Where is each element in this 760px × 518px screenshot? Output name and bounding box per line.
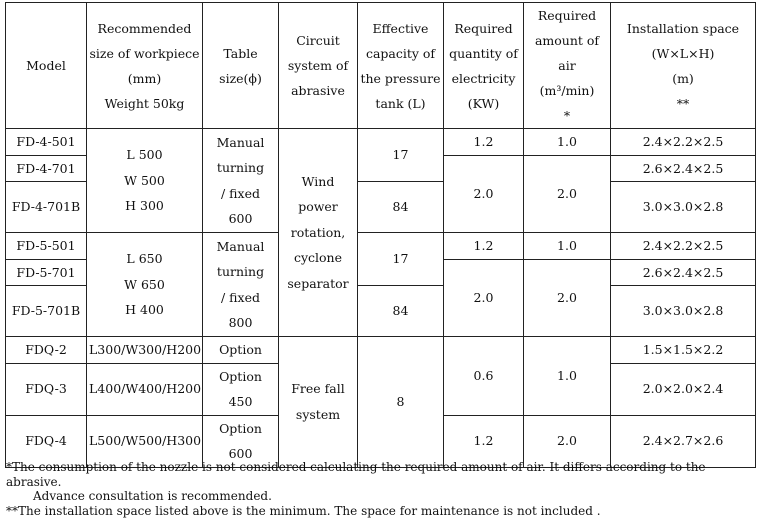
workpiece-cell: L 650 W 650 H 400	[87, 233, 203, 337]
air-cell: 2.0	[524, 259, 611, 337]
header-workpiece: Recommended size of workpiece (mm) Weight 50kg	[87, 3, 203, 129]
air-cell: 1.0	[524, 129, 611, 156]
header-table-size: Table size(ϕ)	[203, 3, 279, 129]
model-cell: FD-4-701B	[6, 182, 87, 233]
model-cell: FD-4-701	[6, 155, 87, 182]
model-cell: FD-4-501	[6, 129, 87, 156]
model-cell: FDQ-3	[6, 363, 87, 415]
install-cell: 1.5×1.5×2.2	[611, 337, 756, 364]
table-row	[6, 233, 756, 260]
workpiece-cell: L300/W300/H200	[87, 337, 203, 364]
air-cell: 1.0	[524, 233, 611, 260]
header-model: Model	[6, 3, 87, 129]
header-capacity: Effective capacity of the pressure tank (L)	[358, 3, 444, 129]
capacity-cell: 17	[358, 233, 444, 286]
electricity-cell: 1.2	[444, 233, 524, 260]
capacity-cell: 17	[358, 129, 444, 182]
footnote-air: *The consumption of the nozzle is not considered calculating the required amount of air. It differs according to the abrasive.	[6, 460, 756, 489]
spec-table	[5, 2, 756, 468]
install-cell: 2.4×2.2×2.5	[611, 233, 756, 260]
capacity-cell: 8	[358, 337, 444, 468]
model-cell: FDQ-4	[6, 415, 87, 467]
table-size-cell: Manual turning / fixed 800	[203, 233, 279, 337]
install-cell: 2.0×2.0×2.4	[611, 363, 756, 415]
footnote-air-continued: Advance consultation is recommended.	[6, 489, 756, 504]
model-cell: FD-5-701	[6, 259, 87, 286]
workpiece-cell: L500/W500/H300	[87, 415, 203, 467]
install-cell: 2.6×2.4×2.5	[611, 259, 756, 286]
air-cell: 1.0	[524, 337, 611, 416]
capacity-cell: 84	[358, 182, 444, 233]
circuit-cell: Wind power rotation, cyclone separator	[279, 129, 358, 337]
model-cell: FD-5-501	[6, 233, 87, 260]
header-air: Required amount of air (m³/min) *	[524, 3, 611, 129]
table-size-cell: Option	[203, 337, 279, 364]
install-cell: 3.0×3.0×2.8	[611, 182, 756, 233]
air-cell: 2.0	[524, 415, 611, 467]
workpiece-cell: L 500 W 500 H 300	[87, 129, 203, 233]
electricity-cell: 0.6	[444, 337, 524, 416]
install-cell: 3.0×3.0×2.8	[611, 286, 756, 337]
install-cell: 2.4×2.2×2.5	[611, 129, 756, 156]
capacity-cell: 84	[358, 286, 444, 337]
header-install: Installation space (W×L×H) (m) **	[611, 3, 756, 129]
install-cell: 2.4×2.7×2.6	[611, 415, 756, 467]
air-cell: 2.0	[524, 155, 611, 233]
electricity-cell: 1.2	[444, 415, 524, 467]
model-cell: FD-5-701B	[6, 286, 87, 337]
table-size-cell: Option 450	[203, 363, 279, 415]
electricity-cell: 2.0	[444, 155, 524, 233]
table-row	[6, 129, 756, 156]
workpiece-cell: L400/W400/H200	[87, 363, 203, 415]
table-size-cell: Manual turning / fixed 600	[203, 129, 279, 233]
header-circuit: Circuit system of abrasive	[279, 3, 358, 129]
electricity-cell: 1.2	[444, 129, 524, 156]
footnote-installation: **The installation space listed above is the minimum. The space for maintenance is not included .	[6, 504, 756, 518]
footnotes	[6, 460, 756, 518]
header-row	[6, 3, 756, 129]
header-electricity: Required quantity of electricity (KW)	[444, 3, 524, 129]
table-size-cell: Option 600	[203, 415, 279, 467]
circuit-cell: Free fall system	[279, 337, 358, 468]
electricity-cell: 2.0	[444, 259, 524, 337]
install-cell: 2.6×2.4×2.5	[611, 155, 756, 182]
table-row	[6, 337, 756, 364]
model-cell: FDQ-2	[6, 337, 87, 364]
